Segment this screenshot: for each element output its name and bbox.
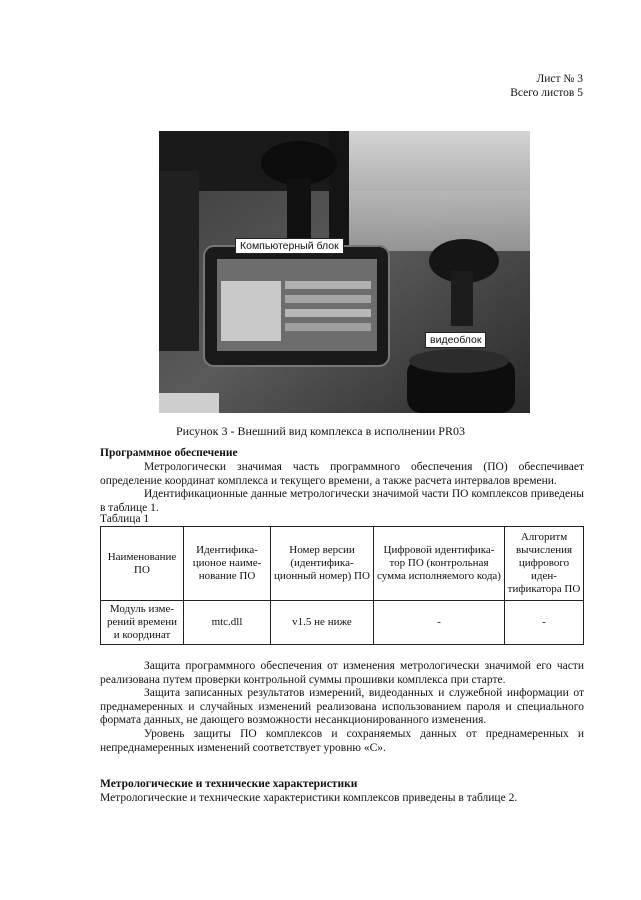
table-cell: v1.5 не ниже: [271, 601, 374, 645]
table-row: [101, 601, 584, 645]
table-header-cell: Номер версии (идентифика-ционный номер) ПО: [271, 527, 374, 601]
sheet-info: [510, 72, 583, 100]
table-header-cell: Наименование ПО: [101, 527, 184, 601]
metrology-heading: Метрологические и технические характеристики: [100, 778, 358, 790]
table-header-cell: Цифровой идентифика-тор ПО (контрольная сумма исполняемого кода): [374, 527, 505, 601]
device-photo: [159, 131, 530, 413]
table-cell: Модуль изме-рений времени и координат: [101, 601, 184, 645]
software-paragraph-2: Идентификационные данные метрологически значимой части ПО комплексов приведены в таблице 1.: [100, 488, 584, 514]
protection-paragraph-3: Уровень защиты ПО комплексов и сохраняемых данных от преднамеренных и непреднамеренных изменений соответствует уровню «С».: [100, 728, 584, 754]
table-title: Таблица 1: [100, 513, 150, 525]
software-id-table: [100, 526, 584, 645]
label-video-unit: видеоблок: [425, 332, 486, 348]
label-computer-unit: Компьютерный блок: [235, 238, 344, 254]
sheet-total: Всего листов 5: [510, 87, 583, 99]
table-cell: mtc.dll: [184, 601, 271, 645]
protection-paragraph-1: Защита программного обеспечения от изменения метрологически значимой его части реализована путем проверки контрольной суммы прошивки комплекса при старте.: [100, 660, 584, 686]
table-header-cell: Алгоритм вычисления цифрового иден-тификатора ПО: [505, 527, 584, 601]
metrology-paragraph: Метрологические и технические характеристики комплексов приведены в таблице 2.: [100, 792, 518, 804]
table-cell: -: [374, 601, 505, 645]
protection-paragraph-2: Защита записанных результатов измерений, видеоданных и служебной информации от преднамеренных и случайных изменений реализована использованием пароля и специального формата данных, не дающего возможности несанкционированного изменения.: [100, 687, 584, 726]
table-header-cell: Идентифика-ционое наиме-нование ПО: [184, 527, 271, 601]
software-paragraph-1: Метрологически значимая часть программного обеспечения (ПО) обеспечивает определение координат комплекса и текущего времени, а также расчета интервалов времени.: [100, 461, 584, 487]
sheet-number: Лист № 3: [536, 73, 583, 85]
software-heading: Программное обеспечение: [100, 447, 238, 459]
figure-caption: Рисунок 3 - Внешний вид комплекса в исполнении PR03: [176, 424, 465, 438]
table-cell: -: [505, 601, 584, 645]
device-photo-illustration: [159, 131, 530, 413]
table-header-row: [101, 527, 584, 601]
